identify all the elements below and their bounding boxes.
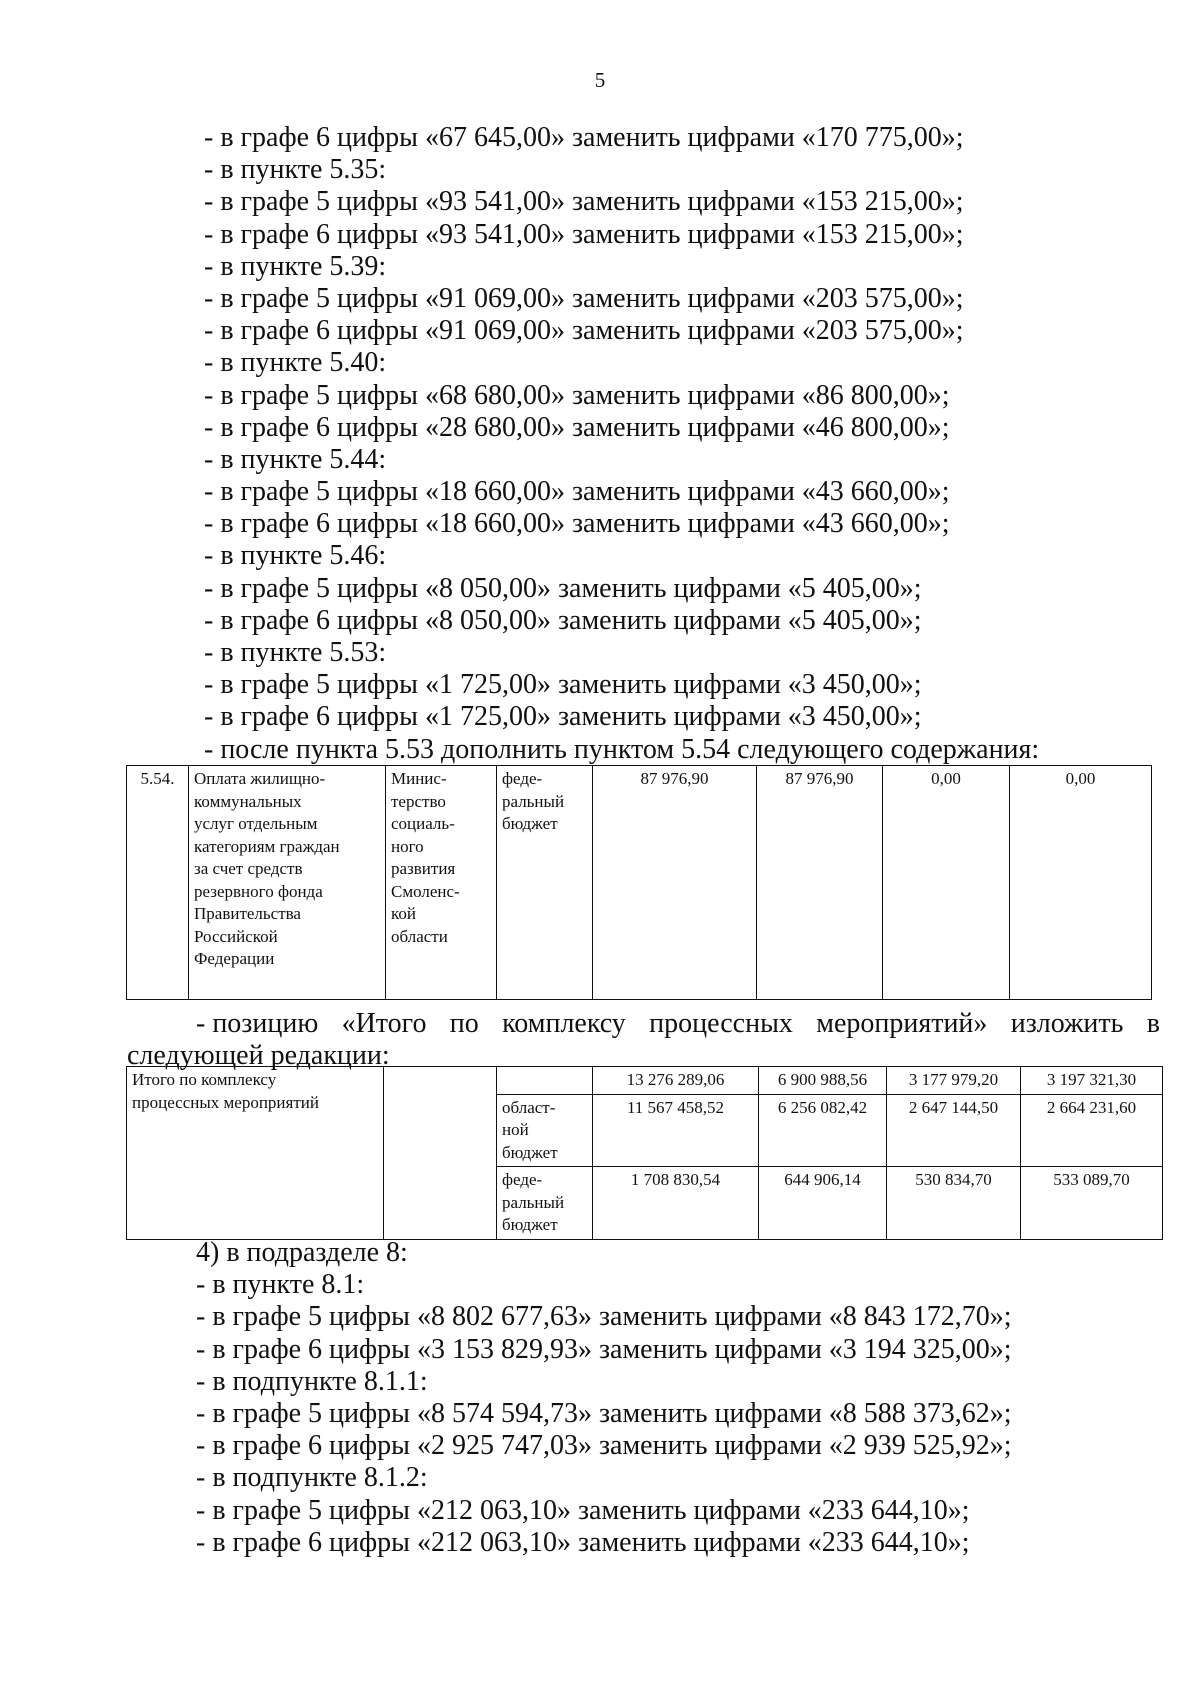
item-5-54-table: [126, 765, 1152, 1000]
table-row: [127, 1067, 1163, 1095]
table-row: [127, 766, 1152, 1000]
item-name-cell: [189, 766, 386, 1000]
item-executor-cell: [386, 766, 497, 1000]
amendment-line: - в пункте 5.53:: [204, 637, 387, 668]
amendment-line: - в пункте 5.35:: [204, 154, 387, 186]
amendment-line: - в графе 6 цифры «1 725,00» заменить цифрами «3 450,00»;: [204, 701, 922, 733]
total-source-text: феде- ральный бюджет: [502, 1170, 565, 1234]
amendment-line: - в графе 6 цифры «67 645,00» заменить цифрами «170 775,00»;: [204, 122, 964, 153]
amendment-line: - в графе 6 цифры «3 153 829,93» заменить цифрами «3 194 325,00»;: [196, 1333, 1012, 1365]
item-name-text: Оплата жилищно- коммунальных услуг отдельным категориям граждан за счет средств резервного фонда Правительства Российской Федерации: [194, 769, 340, 968]
instruction-word: - позицию: [196, 1008, 319, 1039]
amendment-line: - в графе 5 цифры «1 725,00» заменить цифрами «3 450,00»;: [204, 669, 922, 701]
amendment-line: - в пункте 5.44:: [204, 443, 387, 475]
total-value-cell: 530 834,70: [887, 1167, 1021, 1240]
total-table: [126, 1066, 1163, 1240]
instruction-word: в: [1146, 1008, 1160, 1039]
amendment-line: - после пункта 5.53 дополнить пунктом 5.54 следующего содержания:: [204, 733, 1040, 765]
total-source-cell: [497, 1167, 593, 1240]
total-value-cell: 6 900 988,56: [759, 1067, 887, 1095]
item-value-cell: 87 976,90: [757, 766, 883, 1000]
amendment-line: - в пункте 5.40:: [204, 347, 387, 379]
total-value-cell: 2 664 231,60: [1021, 1094, 1163, 1167]
amendment-line: - в графе 5 цифры «93 541,00» заменить цифрами «153 215,00»;: [204, 186, 964, 218]
amendment-line: - в подпункте 8.1.1:: [196, 1365, 428, 1397]
item-number-cell: 5.54.: [127, 766, 189, 1000]
total-value-cell: 11 567 458,52: [593, 1094, 759, 1167]
amendment-line: - в графе 5 цифры «8 574 594,73» заменить цифрами «8 588 373,62»;: [196, 1397, 1012, 1429]
total-value-cell: 533 089,70: [1021, 1167, 1163, 1240]
amendment-line: - в графе 5 цифры «68 680,00» заменить цифрами «86 800,00»;: [204, 379, 950, 411]
position-instruction-line1: [196, 1008, 1160, 1040]
amendment-line: - в графе 6 цифры «28 680,00» заменить цифрами «46 800,00»;: [204, 411, 950, 443]
total-value-cell: 6 256 082,42: [759, 1094, 887, 1167]
item-value-cell: 0,00: [883, 766, 1010, 1000]
amendment-line: - в графе 6 цифры «8 050,00» заменить цифрами «5 405,00»;: [204, 604, 922, 636]
amendment-line: - в графе 5 цифры «18 660,00» заменить цифрами «43 660,00»;: [204, 476, 950, 508]
total-value-cell: 3 197 321,30: [1021, 1067, 1163, 1095]
instruction-word: по: [449, 1008, 479, 1039]
amendment-line: - в графе 6 цифры «2 925 747,03» заменить цифрами «2 939 525,92»;: [196, 1430, 1012, 1462]
item-source-cell: [497, 766, 593, 1000]
amendment-line: - в пункте 8.1:: [196, 1269, 365, 1301]
item-value-cell: 0,00: [1010, 766, 1152, 1000]
total-name-text: Итого по комплексу процессных мероприятий: [132, 1070, 319, 1112]
total-value-cell: 644 906,14: [759, 1167, 887, 1240]
instruction-word: изложить: [1010, 1008, 1124, 1039]
total-source-cell: [497, 1094, 593, 1167]
item-value-cell: 87 976,90: [593, 766, 757, 1000]
total-executor-cell: [384, 1067, 497, 1240]
amendment-line: - в графе 5 цифры «8 802 677,63» заменить цифрами «8 843 172,70»;: [196, 1301, 1012, 1333]
instruction-word: комплексу: [502, 1008, 626, 1039]
amendment-line: - в пункте 5.39:: [204, 250, 387, 282]
total-value-cell: 3 177 979,20: [887, 1067, 1021, 1095]
amendment-line: - в графе 5 цифры «91 069,00» заменить цифрами «203 575,00»;: [204, 282, 964, 314]
amendment-line: - в графе 6 цифры «91 069,00» заменить цифрами «203 575,00»;: [204, 315, 964, 347]
amendment-line: - в пункте 5.46:: [204, 540, 387, 572]
instruction-word: «Итого: [341, 1008, 427, 1039]
amendment-line: - в графе 5 цифры «212 063,10» заменить цифрами «233 644,10»;: [196, 1494, 970, 1526]
page-number: 5: [594, 68, 606, 92]
item-executor-text: Минис- терство социаль- ного развития Смоленс- кой области: [391, 769, 460, 946]
total-source-text: област- ной бюджет: [502, 1097, 558, 1162]
total-value-cell: 2 647 144,50: [887, 1094, 1021, 1167]
amendment-line: - в графе 6 цифры «212 063,10» заменить цифрами «233 644,10»;: [196, 1526, 970, 1558]
total-value-cell: 13 276 289,06: [593, 1067, 759, 1095]
total-value-cell: 1 708 830,54: [593, 1167, 759, 1240]
amendment-line: - в графе 6 цифры «18 660,00» заменить цифрами «43 660,00»;: [204, 508, 950, 540]
instruction-word: процессных: [649, 1008, 793, 1039]
amendments-list-bottom: [196, 1237, 1012, 1559]
total-source-cell: [497, 1067, 593, 1095]
position-instruction-line2: следующей редакции:: [127, 1040, 390, 1071]
item-source-text: феде- ральный бюджет: [502, 769, 565, 833]
amendment-line: - в графе 6 цифры «93 541,00» заменить цифрами «153 215,00»;: [204, 218, 964, 250]
amendments-list-top: [204, 122, 1039, 766]
instruction-word: мероприятий»: [816, 1008, 988, 1039]
amendment-line: - в графе 5 цифры «8 050,00» заменить цифрами «5 405,00»;: [204, 572, 922, 604]
amendment-line: 4) в подразделе 8:: [196, 1237, 408, 1268]
amendment-line: - в подпункте 8.1.2:: [196, 1462, 428, 1494]
total-name-cell: [127, 1067, 384, 1240]
